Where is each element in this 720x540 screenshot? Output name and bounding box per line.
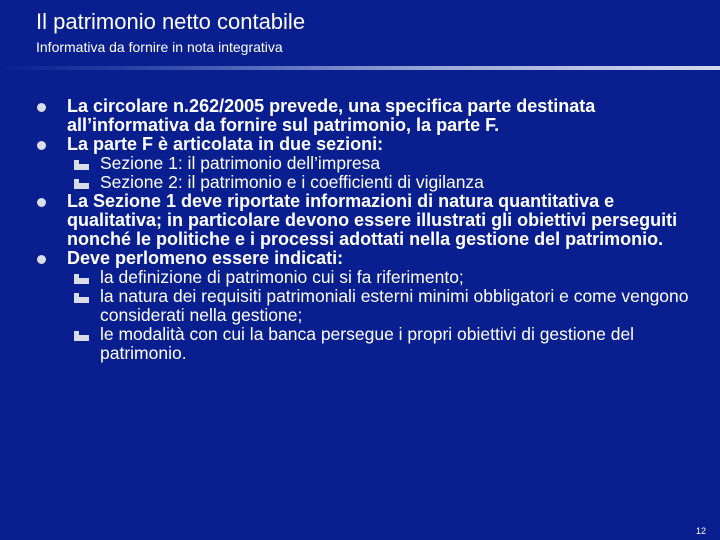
page-number: 12 bbox=[695, 526, 706, 536]
bullet-item bbox=[0, 135, 687, 154]
bullet-dot-icon bbox=[37, 255, 46, 264]
bullet-dot-icon bbox=[37, 141, 46, 150]
sub-bullet-icon bbox=[74, 335, 89, 341]
sub-bullet-text: la natura dei requisiti patrimoniali esterni minimi obbligatori e come vengono considerati nella gestione; bbox=[100, 286, 689, 325]
slide-subtitle: Informativa da fornire in nota integrativa bbox=[36, 39, 283, 55]
sub-bullet-icon bbox=[74, 183, 89, 189]
bullet-dot-icon bbox=[37, 198, 46, 207]
sub-bullet-item bbox=[0, 268, 690, 287]
sub-bullet-item bbox=[0, 325, 690, 363]
slide-title: Il patrimonio netto contabile bbox=[36, 9, 306, 34]
sub-bullet-item bbox=[0, 287, 690, 325]
bullet-dot-icon bbox=[37, 103, 46, 112]
bullet-item bbox=[0, 192, 687, 249]
sub-bullet-item bbox=[0, 173, 690, 192]
bullet-text: Deve perlomeno essere indicati: bbox=[67, 248, 344, 268]
bullet-text: La parte F è articolata in due sezioni: bbox=[67, 134, 384, 154]
sub-bullet-text: la definizione di patrimonio cui si fa riferimento; bbox=[100, 267, 464, 287]
bullet-item bbox=[0, 249, 687, 268]
sub-bullet-icon bbox=[74, 278, 89, 284]
bullet-list bbox=[0, 97, 720, 363]
title-divider bbox=[0, 66, 720, 70]
bullet-text: La circolare n.262/2005 prevede, una specifica parte destinata all’informativa da fornire sul patrimonio, la parte F. bbox=[67, 96, 596, 135]
sub-bullet-text: Sezione 2: il patrimonio e i coefficienti di vigilanza bbox=[100, 172, 484, 192]
sub-bullet-text: le modalità con cui la banca persegue i propri obiettivi di gestione del patrimonio. bbox=[100, 324, 635, 363]
sub-bullet-text: Sezione 1: il patrimonio dell’impresa bbox=[100, 153, 381, 173]
bullet-text: La Sezione 1 deve riportate informazioni di natura quantitativa e qualitativa; in particolare devono essere illustrati gli obiettivi perseguiti nonché le politiche e i processi adottati nella gestione del patrimonio. bbox=[67, 191, 678, 249]
sub-bullet-icon bbox=[74, 297, 89, 303]
sub-bullet-item bbox=[0, 154, 690, 173]
bullet-item bbox=[0, 97, 687, 135]
sub-bullet-icon bbox=[74, 164, 89, 170]
